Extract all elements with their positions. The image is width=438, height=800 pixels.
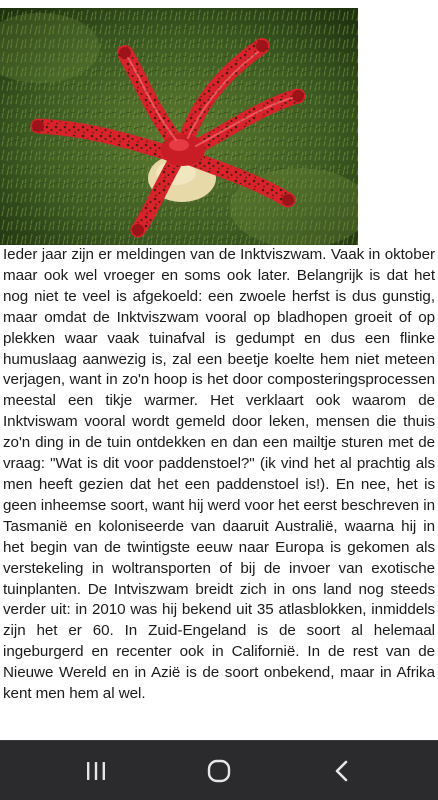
- back-button[interactable]: [312, 751, 372, 791]
- article-text: [3, 245, 435, 739]
- home-icon: [206, 758, 232, 784]
- recents-icon: [84, 760, 108, 782]
- octopus-stinkhorn-fungus-photo: [0, 8, 358, 245]
- article-paragraph: Ieder jaar zijn er meldingen van de Inktviszwam. Vaak in oktober maar ook wel vroeger en soms ook later. Belangrijk is dat het nog niet te veel is afgekoeld: een zwoele herfst is dus gunstig, maar omdat de Inktviszwam vooral op bladhopen groeit of op plekken waar vaak tuinafval is gedumpt en dus een flinke humuslaag aanwezig is, zal een beetje koelte hem niet meteen verjagen, want in zo'n hoop is het door composteringsprocessen meestal een tikje warmer. Het verklaart ook waarom de Inktviswam vooral wordt gemeld door leken, mensen die thuis zo'n ding in de tuin ontdekken en dan een mailtje sturen met de vraag: "Wat is dit voor paddenstoel?" (ik vind het al prachtig als men heeft gezien dat het een paddenstoel is!). En nee, het is geen inheemse soort, want hij werd voor het eerst beschreven in Tasmanië en koloniseerde van daaruit Australië, waarna hij in het begin van de twintigste eeuw naar Europa is gekomen als verstekeling in woltransporten of bij de invoer van exotische tuinplanten. De Intviszwam breidt zich in ons land nog steeds verder uit: in 2010 was hij bekend uit 35 atlasblokken, inmiddels zijn het er 60. In Zuid-Engeland is de soort al helemaal ingeburgerd en recenter ook in Californië. In de rest van de Nieuwe Wereld en in Azië is de soort onbekend, maar in Afrika kent men hem al wel.: [3, 246, 435, 703]
- back-chevron-icon: [332, 759, 352, 783]
- home-button[interactable]: [189, 751, 249, 791]
- android-navigation-bar: [0, 740, 438, 800]
- article-photo: [0, 8, 358, 245]
- recents-button[interactable]: [66, 751, 126, 791]
